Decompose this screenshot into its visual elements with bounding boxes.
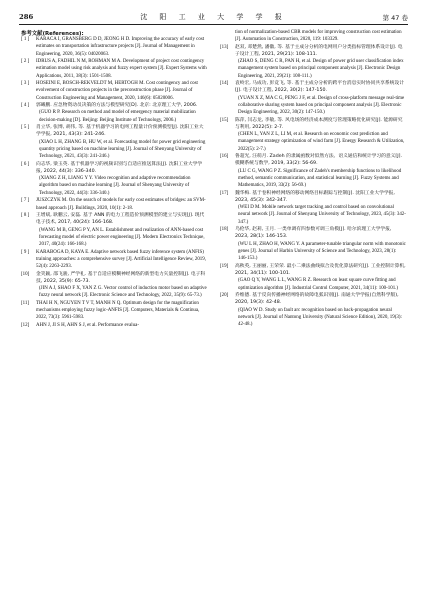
reference-number: [ 1 ]: [21, 37, 30, 42]
page-number: 286: [19, 13, 34, 21]
reference-translation: (GUO R P. Research on method and model of emergency material mobilization decision-making [D]. Beijing: Beijing Institute of Technology, 2006.): [39, 110, 196, 123]
reference-text: HOSEINI E, BOSCH-REKVELDT M, HERTOGH M. Cost contingency and cost evolvement of construction projects in the preconstruction phase [J]. Journal of Construction Engineering and Management, 2020, 146(6): 05020006.: [36, 81, 198, 101]
reference-text: 魏华梅. 基于卷积神经网络的移动网络目标跟踪与控制[J]. 沈阳工业大学学报, 2023, 45(3): 342-347.: [235, 190, 395, 203]
reference-number: [ 7 ]: [21, 198, 30, 204]
reference-text: 高秋英, 王丽丽, 王荣荣. 最小二乘法曲线拟合及优化算法研究[J]. 工业控制计算机, 2021, 34(11): 100-101.: [235, 263, 406, 277]
reference-text: THAI H N, NGUYEN T V T, MANH N Q. Optimum design for the magnification mechanisms employing fuzzy logic-ANFIS [J]. Computers, Materials & Continua, 2022, 73(3): 5961-5983.: [36, 300, 200, 321]
reference-item: [220, 190, 406, 226]
reference-text: 袁岭宏, 马成功, 彭竞飞, 等. 基于主成分分析的跨平台消息实时协同共享系统设计[J]. 电子设计工程, 2022, 30(2): 147-150.: [235, 81, 404, 94]
references-heading: 参考文献(References):: [21, 31, 84, 37]
reference-item: [21, 124, 207, 160]
reference-item: [21, 80, 207, 102]
reference-translation: (WEI D M. Mobile network target tracking and control based on convolutional neural network [J]. Journal of Shenyang University of Technology, 2023, 45(3): 342-347.): [238, 205, 406, 225]
right-column: [220, 29, 406, 329]
reference-number: [ 4 ]: [21, 103, 30, 109]
reference-number: [ 9 ]: [21, 249, 30, 255]
reference-item: [21, 249, 207, 271]
reference-number: [11]: [21, 300, 30, 306]
reference-text: 陈萍, 闫志龙, 李敏, 等. 风电场的经济成本测度与管理策略优化研究[J]. 能源研究与利用, 2022(5): 2-7.: [235, 117, 403, 130]
reference-text: 王增斌, 耿鹏云, 安磊. 基于 ANN 的电力工程造价预测模型的建立与实现[J]. 现代电子技术, 2017, 40(24): 166-168.: [36, 213, 205, 226]
reference-number: [ 8 ]: [21, 213, 30, 219]
reference-text: 肖立华, 张博, 胡伟, 等. 基于机器学习的电网工程量计价预测模型[J]. 沈阳工业大学学报, 2021, 43(3): 241-246.: [36, 125, 204, 138]
reference-item: [21, 322, 207, 329]
reference-item: [21, 102, 207, 124]
reference-number: [ 5 ]: [21, 125, 30, 131]
reference-text: KARABOGA D, KAYA E. Adaptive network based fuzzy inference system (ANFIS) training approaches: a comprehensive survey [J]. Artificial Intelligence Review, 2019, 52(4): 2263-2293.: [36, 249, 206, 270]
reference-number: [16]: [220, 154, 229, 160]
journal-title: 沈 阳 工 业 大 学 学 报: [140, 13, 287, 21]
reference-number: [ 6 ]: [21, 161, 30, 167]
reference-translation: (CHEN L, YAN Z L, LI M, et al. Research on economic cost prediction and management strategy optimization of wind farm [J]. Energy Research & Utilization, 2022(5): 2-7.): [238, 132, 405, 152]
reference-translation: (WU L H, ZHAO H, WANG Y. A parameter-tunable triangular norm with monotonic genes [J]. Journal of Harbin University of Science and Technology, 2023, 28(1): 146-153.): [238, 241, 406, 262]
reference-text: JUSZCZYK M. On the search of models for early cost estimates of bridges: an SVM-based approach [J]. Buildings, 2020, 10(1): 2-18.: [36, 198, 206, 211]
reference-translation: (ZHAO S, DENG C R, PAN H, et al. Design of power grid user classification index management system based on principal component analysis [J]. Electronic Design Engineering, 2021, 29(21): 108-111.): [238, 59, 404, 79]
reference-text: 乔维德. 基于反向传播神经网络的故障电弧识别[J]. 南通大学学报(自然科学版), 2020, 19(3): 42-48.: [235, 293, 399, 306]
reference-number: [19]: [220, 263, 229, 269]
reference-item: [220, 80, 406, 116]
reference-text: 向志华, 梁玉英. 基于机器学习的视频识别与自适应推送算法[J]. 沈阳工业大学学报, 2022, 44(3): 336-340.: [36, 161, 203, 174]
reference-translation: (QIAO W D. Study on fault arc recognition based on back-propagation neural network [J]. Journal of Nantong University (Natural Science Edition), 2020, 19(3): 42-48.): [238, 307, 402, 328]
reference-item: [21, 197, 207, 212]
reference-number: [ 3 ]: [21, 81, 30, 87]
reference-number: [10]: [21, 271, 30, 277]
reference-text: KARACA I, GRANSBERG D D, JEONG H D. Improving the accuracy of early cost estimates on transportation infrastructure projects [J]. Journal of Management in Engineering, 2020, 36(5): 04020063.: [36, 37, 205, 57]
reference-number: [ 2 ]: [21, 59, 30, 65]
reference-translation: (WANG M B, GENG P Y, AN L. Establishment and realization of ANN-based cost forecasting model of electric power engineering [J]. Modern Electronics Technique, 2017, 40(24): 166-168.): [39, 227, 205, 248]
reference-item: [21, 161, 207, 197]
reference-text: 乌伦华, 赵莉, 王月. 一类单调有四参数可调三角模[J]. 哈尔滨理工大学学报, 2023, 28(1): 146-153.: [235, 227, 392, 240]
reference-text: IDRUS A, FADHIL N M, ROHMAN M A. Development of project cost contingency estimation model using risk analysis and fuzzy expert system [J]. Expert Systems with Applications, 2011, 38(3): 1501-1508.: [36, 59, 207, 79]
reference-item: [220, 292, 406, 328]
reference-item: [220, 153, 406, 189]
reference-translation: (GAO Q Y, WANG L L, WANG R Z. Research on least square curve fitting and optimization algorithm [J]. Industrial Control Computer, 2021, 34(11): 100-101.): [238, 278, 399, 291]
reference-number: [13]: [220, 44, 229, 50]
volume-label: 第 47 卷: [382, 14, 408, 22]
left-column: [21, 36, 207, 330]
reference-item: [220, 44, 406, 80]
reference-translation: (XIAO L H, ZHANG B, HU W, et al. Forecasting model for power grid engineering quantity pricing based on machine learning [J]. Journal of Shenyang University of Technology, 2021, 43(3): 241-246.): [39, 139, 206, 160]
reference-continuation: tion of normalization-based CBR models for improving construction cost estimation [J]. Automation in Construction, 2020, 119: 103329.: [235, 30, 402, 43]
header-rule: [19, 24, 408, 25]
reference-translation: (XIANG Z H, LIANG Y Y. Video recognition and adaptive recommendation algorithm based on machine learning [J]. Journal of Shenyang University of Technology, 2022, 44(3): 336-340.): [39, 176, 191, 196]
reference-text: 赵双, 邓楚然, 潘徽, 等. 基于主成分分析的电网用户分类指标管理体系设计[J]. 电子设计工程, 2021, 29(21): 108-111.: [235, 44, 403, 57]
reference-text: 金笑颖, 邵飞骏, 严学礼. 基于自适应模糊神经网络的新型电力矢量控制[J]. 电子科技, 2022, 35(9): 65-73.: [36, 271, 206, 284]
reference-number: [12]: [21, 323, 30, 329]
reference-item: [220, 117, 406, 153]
reference-text: AHN J, JI S H, AHN S J, et al. Performance evalua-: [36, 323, 139, 329]
reference-item: [21, 58, 207, 80]
reference-number: [14]: [220, 81, 229, 87]
reference-translation: (YUAN X Z, MA C G, PENG J F, et al. Design of cross-platform message real-time collaborative sharing system based on principal component analysis [J]. Electronic Design Engineering, 2022, 30(2): 147-150.): [238, 95, 405, 116]
reference-number: [17]: [220, 190, 229, 196]
reference-number: [18]: [220, 227, 229, 233]
reference-translation: (JIN A J, SHAO F X, YAN Z G. Vector control of induction motor based on adaptive fuzzy neural network [J]. Electronic Science and Technology, 2022, 35(9): 65-73.): [39, 286, 207, 299]
reference-item: [21, 36, 207, 58]
reference-item: [220, 226, 406, 262]
reference-item: [21, 271, 207, 300]
reference-number: [15]: [220, 117, 229, 123]
reference-text: 鲁超光, 汪萌月. Zadeh 的隶属函数对似然方法、语义通信和统计学习的意义[J]. 模糊系统与数学, 2019, 33(2): 56-69.: [235, 154, 403, 167]
reference-text: 郭曦鹏. 应急物资动员决策的方法与模型研究[D]. 北京: 北京理工大学, 2006.: [36, 103, 198, 109]
reference-translation: (LU C G, WANG P Z. Significance of Zadeh's membership functions to likelihood method, semantic communication, and statistical learning [J]. Fuzzy Systems and Mathematics, 2019, 33(2): 56-69.): [238, 168, 402, 189]
reference-item: [21, 300, 207, 322]
reference-item: [220, 263, 406, 292]
reference-item: [21, 212, 207, 248]
running-header: [19, 11, 408, 25]
reference-number: [20]: [220, 293, 229, 299]
